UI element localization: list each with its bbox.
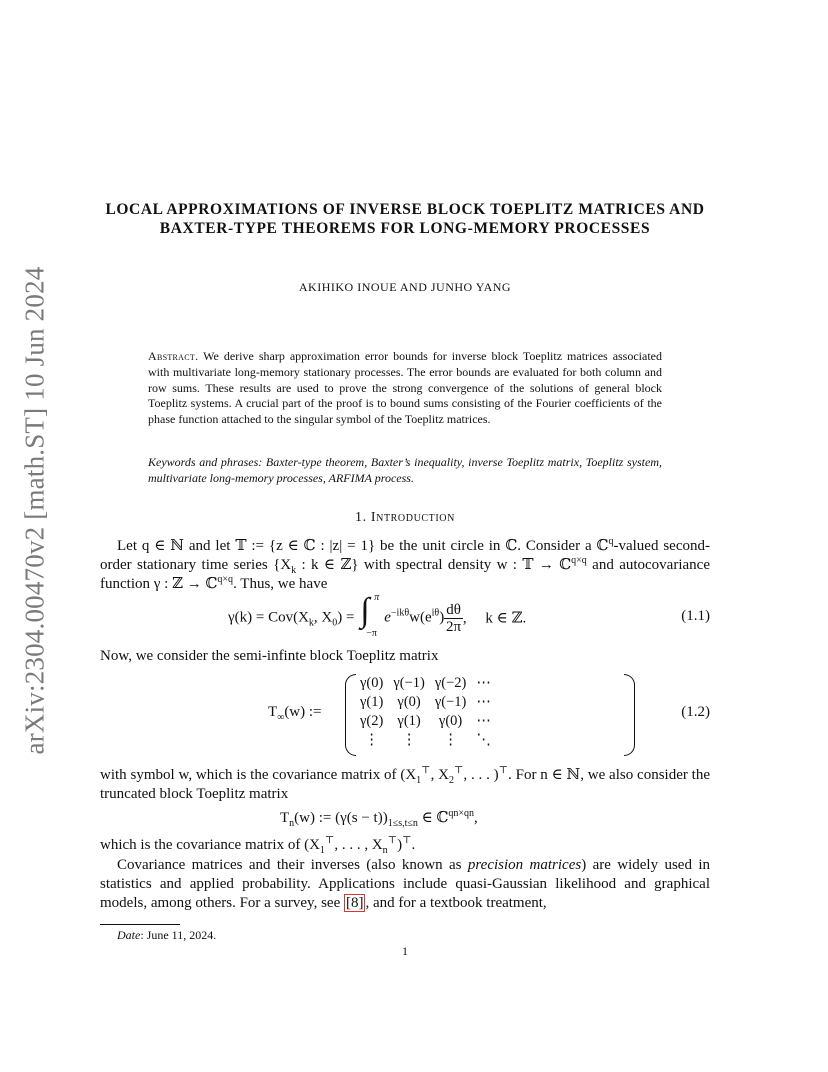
eq3-body: ∈ ℂ	[417, 810, 449, 826]
para5-text: Covariance matrices and their inverses (also known as	[117, 857, 468, 873]
footnote-label: Date	[117, 928, 141, 942]
paragraph-symbol	[100, 766, 710, 804]
para1-text: Let q ∈ ℕ and let 𝕋 := {z ∈ ℂ : |z| = 1} be the unit circle in ℂ. Consider a ℂ	[117, 538, 609, 554]
eq1-integrand: )	[439, 609, 445, 626]
para4-sub: 1	[319, 845, 325, 856]
citation-link[interactable]: [8]	[345, 895, 364, 911]
matrix-row	[355, 731, 496, 750]
matrix-cell: γ(0)	[397, 694, 421, 710]
eq3-sub: 1≤s,t≤n	[387, 818, 418, 829]
para5-text: ) are widely used in statistics and applied probability. Applications include quasi-Gaussian likelihood and graphical models, among others. For a survey, see	[100, 857, 710, 911]
para4-sup: ⊤	[402, 835, 412, 846]
para4-text: , . . . , X	[334, 837, 383, 853]
para3-sub: 1	[416, 775, 422, 786]
para3-text: . For n ∈ ℕ, we also consider the truncated block Toeplitz matrix	[100, 767, 710, 802]
matrix-cell: ⋯	[476, 694, 491, 710]
eq3-body: (w) := (γ(s − t))	[294, 810, 388, 826]
abstract-label: Abstract.	[148, 349, 199, 363]
eq3-sup: qn×qn	[448, 808, 475, 819]
footnote-rule	[100, 924, 180, 925]
paragraph-covariance	[100, 836, 710, 855]
footnote	[117, 928, 216, 943]
matrix-cell: γ(1)	[397, 713, 421, 729]
para3-sup: ⊤	[421, 765, 431, 776]
para1-text: : k ∈ ℤ} with spectral density w : 𝕋 → ℂ	[296, 557, 572, 573]
equation-number: (1.1)	[681, 608, 710, 624]
para1-text: and autocovariance function γ : ℤ → ℂ	[100, 557, 710, 592]
matrix-cell: ⋯	[476, 675, 491, 691]
integral-sign: ∫ π −π	[360, 592, 380, 639]
keywords: Keywords and phrases: Baxter-type theorem, Baxter’s inequality, inverse Toeplitz matrix, Toeplitz system, multivariate long-memory processes, ARFIMA process.	[148, 455, 662, 485]
eq1-sup: −ikθ	[390, 607, 410, 619]
para1-sub: k	[291, 565, 297, 576]
paper-title: LOCAL APPROXIMATIONS OF INVERSE BLOCK TOEPLITZ MATRICES AND BAXTER-TYPE THEOREMS FOR LONG-MEMORY PROCESSES	[105, 201, 705, 237]
abstract	[148, 349, 662, 428]
para3-text: , . . . )	[463, 767, 499, 783]
matrix-row	[355, 712, 496, 731]
matrix-cell: γ(−2)	[434, 675, 467, 691]
matrix-cell: γ(1)	[360, 694, 384, 710]
matrix-cell: ⋱	[476, 732, 491, 748]
matrix-cell: ⋮	[364, 732, 379, 748]
arxiv-stamp	[19, 266, 50, 754]
eq2-lhs: T	[268, 704, 278, 720]
matrix-row	[355, 674, 496, 693]
para3-sub: 2	[448, 775, 454, 786]
matrix-cell: ⋮	[401, 732, 417, 748]
para4-sub: n	[382, 845, 388, 856]
integral-upper: π	[374, 592, 380, 603]
page-number: 1	[402, 944, 408, 958]
para1-sup: q×q	[217, 574, 234, 585]
abstract-text: We derive sharp approximation error bounds for inverse block Toeplitz matrices associated with multivariate long-memory stationary processes. The error bounds are evaluated for both column and row sums. These results are used to prove the strong convergence of the solutions of general block Toeplitz systems. A crucial part of the proof is to bound sums consisting of the Fourier coefficients of the phase function attached to the singular symbol of the Toeplitz matrices.	[148, 349, 662, 427]
right-paren	[624, 674, 635, 756]
para5-italic: precision matrices	[467, 857, 582, 873]
paragraph-intro	[100, 537, 710, 594]
para3-text: , X	[430, 767, 449, 783]
para1-sup: q×q	[571, 555, 587, 566]
integral-lower: −π	[366, 628, 377, 639]
eq2-lhs: (w) :=	[284, 704, 322, 720]
eq1-fraction	[444, 602, 463, 635]
matrix-cell: γ(0)	[360, 675, 384, 691]
paragraph-semi-infinite: Now, we consider the semi-infinte block Toeplitz matrix	[100, 648, 439, 664]
para3-sup: ⊤	[498, 765, 509, 776]
para4-sup: ⊤	[324, 835, 335, 846]
eq3-tail: ,	[474, 810, 478, 826]
para3-text: with symbol w, which is the covariance matrix of (X	[100, 767, 417, 783]
eq3-sub: n	[289, 818, 295, 829]
paragraph-precision	[100, 856, 710, 913]
eq1-sub: k	[308, 617, 314, 629]
toeplitz-matrix	[345, 674, 635, 754]
equation-truncated	[100, 808, 710, 830]
matrix-cell: γ(−1)	[393, 675, 425, 691]
para3-sup: ⊤	[453, 765, 464, 776]
para4-sup: ⊤	[387, 835, 398, 846]
equation-1-1	[100, 592, 710, 639]
para4-text: which is the covariance matrix of (X	[100, 837, 320, 853]
matrix-cell: ⋯	[476, 713, 491, 729]
frac-denominator: 2π	[446, 618, 462, 635]
eq1-integrand: e	[384, 609, 391, 626]
para1-sup: q	[608, 536, 614, 547]
eq1-lhs: ) =	[337, 609, 355, 626]
eq3-lhs: T	[280, 810, 290, 826]
para4-text: )	[397, 837, 403, 853]
eq2-sub: ∞	[277, 712, 285, 723]
footnote-text: : June 11, 2024.	[140, 928, 217, 942]
section-title: Introduction	[370, 510, 455, 525]
section-heading	[100, 510, 710, 526]
section-number: 1.	[355, 510, 367, 525]
eq1-lhs: , X	[313, 609, 333, 626]
eq1-sub: 0	[332, 617, 338, 629]
para1-text: -valued second-order stationary time series {X	[100, 538, 710, 573]
paper-authors: AKIHIKO INOUE AND JUNHO YANG	[298, 280, 512, 294]
eq1-tail: , k ∈ ℤ.	[462, 610, 527, 627]
para1-text: . Thus, we have	[233, 576, 328, 592]
matrix-cell: γ(0)	[438, 713, 463, 729]
frac-numerator: dθ	[446, 601, 461, 618]
equation-1-2	[100, 674, 710, 754]
equation-number: (1.2)	[681, 704, 710, 720]
matrix-cell: γ(−1)	[434, 694, 467, 710]
arxiv-stamp-text: arXiv:2304.00470v2 [math.ST] 10 Jun 2024	[19, 266, 50, 754]
matrix-cell: ⋮	[443, 732, 458, 748]
para5-text: , and for a textbook treatment,	[365, 895, 547, 911]
eq1-sup: iθ	[431, 607, 440, 619]
matrix-entries	[355, 674, 496, 750]
matrix-row	[355, 693, 496, 712]
matrix-cell: γ(2)	[360, 713, 384, 729]
para4-text: .	[411, 837, 416, 853]
eq1-lhs: γ(k) = Cov(X	[228, 609, 309, 626]
eq1-integrand: w(e	[409, 609, 432, 626]
